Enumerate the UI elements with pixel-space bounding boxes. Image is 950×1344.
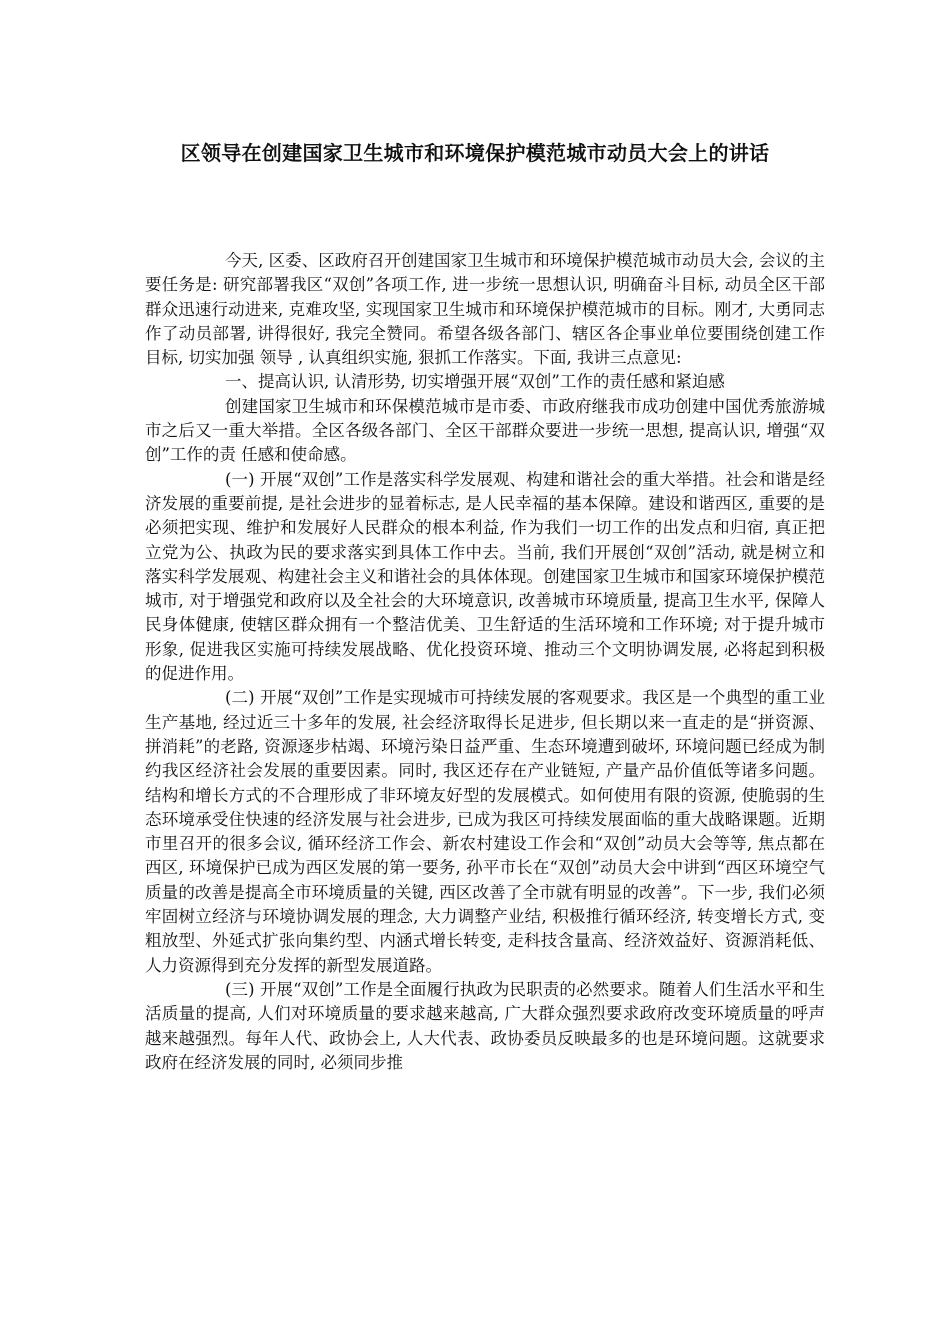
document-title: 区领导在创建国家卫生城市和环境保护模范城市动员大会上的讲话 bbox=[180, 141, 770, 165]
document-body bbox=[145, 249, 825, 1075]
paragraph-point-1: (一) 开展“双创”工作是落实科学发展观、构建和谐社会的重大举措。社会和谐是经济发展的重要前提, 是社会进步的显着标志, 是人民幸福的基本保障。建设和谐西区, 重要的是必须把实现、维护和发展好人民群众的根本利益, 作为我们一切工作的出发点和归宿, 真正把立党为公、执政为民的要求落实到具体工作中去。当前, 我们开展创“双创”活动, 就是树立和落实科学发展观、构建社会主义和谐社会的具体体现。创建国家卫生城市和国家环境保护模范城市, 对于增强党和政府以及全社会的大环境意识, 改善城市环境质量, 提高卫生水平, 保障人民身体健康, 使辖区群众拥有一个整洁优美、卫生舒适的生活环境和工作环境; 对于提升城市形象, 促进我区实施可持续发展战略、优化投资环境、推动三个文明协调发展, 必将起到积极的促进作用。 bbox=[145, 469, 825, 684]
paragraph-section-1-lead: 创建国家卫生城市和环保模范城市是市委、市政府继我市成功创建中国优秀旅游城市之后又一重大举措。全区各级各部门、全区干部群众要进一步统一思想, 提高认识, 增强“双创”工作的责 任感和使命感。 bbox=[145, 396, 825, 465]
paragraph-point-3: (三) 开展“双创”工作是全面履行执政为民职责的必然要求。随着人们生活水平和生活质量的提高, 人们对环境质量的要求越来越高, 广大群众强烈要求政府改变环境质量的呼声越来越强烈。每年人代、政协会上, 人大代表、政协委员反映最多的也是环境问题。这就要求政府在经济发展的同时, 必须同步推 bbox=[145, 979, 825, 1072]
section-heading-1: 一、提高认识, 认清形势, 切实增强开展“双创”工作的责任感和紧迫感 bbox=[225, 372, 725, 392]
paragraph-intro: 今天, 区委、区政府召开创建国家卫生城市和环境保护模范城市动员大会, 会议的主要任务是: 研究部署我区“双创”各项工作, 进一步统一思想认识, 明确奋斗目标, 动员全区干部群众迅速行动进来, 克难攻坚, 实现国家卫生城市和环境保护模范城市的目标。刚才, 大勇同志作了动员部署, 讲得很好, 我完全赞同。希望各级各部门、辖区各企事业单位要围绕创建工作目标, 切实加强 领导 , 认真组织实施, 狠抓工作落实。下面, 我讲三点意见: bbox=[145, 251, 825, 368]
paragraph-point-2: (二) 开展“双创”工作是实现城市可持续发展的客观要求。我区是一个典型的重工业生产基地, 经过近三十多年的发展, 社会经济取得长足进步, 但长期以来一直走的是“拼资源、拼消耗”的老路, 资源逐步枯竭、环境污染日益严重、生态环境遭到破坏, 环境问题已经成为制约我区经济社会发展的重要因素。同时, 我区还存在产业链短, 产量产品价值低等诸多问题。结构和增长方式的不合理形成了非环境友好型的发展模式。如何使用有限的资源, 使脆弱的生态环境承受住快速的经济发展与社会进步, 已成为我区可持续发展面临的重大战略课题。近期市里召开的很多会议, 循环经济工作会、新农村建设工作会和“双创”动员大会等等, 焦点都在西区, 环境保护已成为西区发展的第一要务, 孙平市长在“双创”动员大会中讲到“西区环境空气质量的改善是提高全市环境质量的关键, 西区改善了全市就有明显的改善”。下一步, 我们必须牢固树立经济与环境协调发展的理念, 大力调整产业结, 积极推行循环经济, 转变增长方式, 变粗放型、外延式扩张向集约型、内涵式增长转变, 走科技含量高、经济效益好、资源消耗低、人力资源得到充分发挥的新型发展道路。 bbox=[145, 688, 825, 975]
